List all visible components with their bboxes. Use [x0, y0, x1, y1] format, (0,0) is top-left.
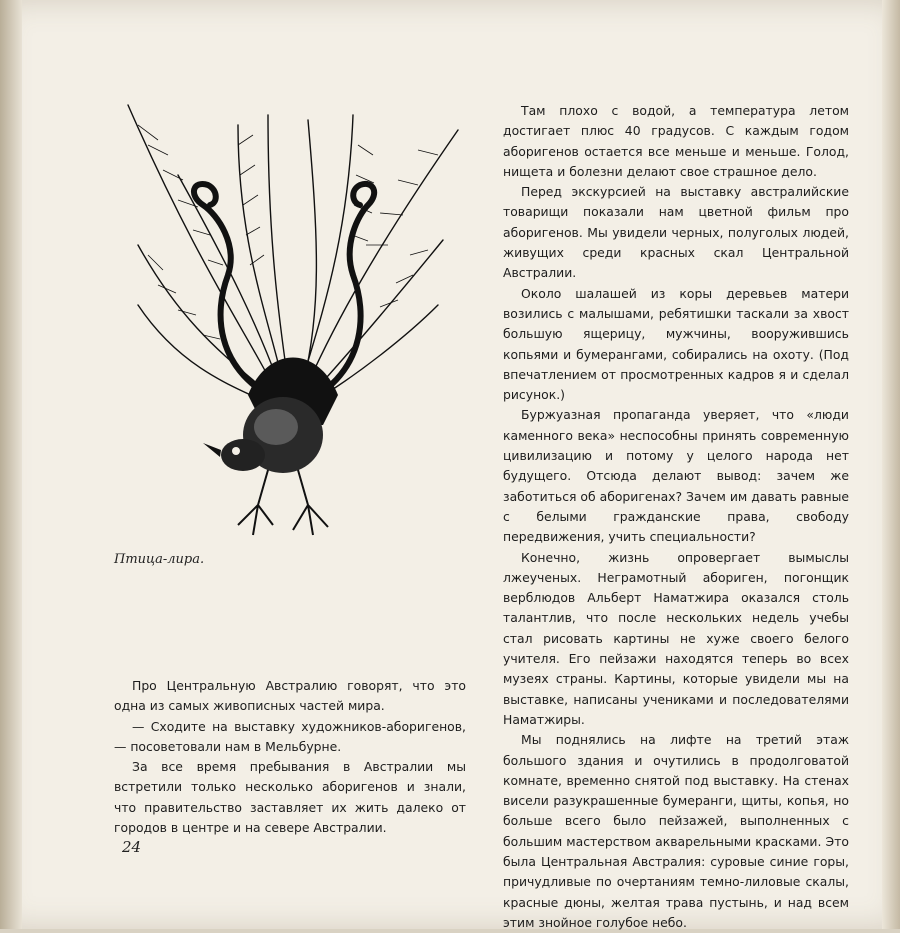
paragraph: — Сходите на выставку художников-аборигенов, — посоветовали нам в Мельбурне. — [114, 718, 466, 754]
right-column — [503, 101, 849, 933]
paragraph: Про Центральную Австралию говорят, что это одна из самых живописных частей мира. — [114, 678, 466, 714]
left-column — [114, 676, 466, 838]
page-edge — [882, 0, 900, 929]
paragraph: За все время пребывания в Австралии мы встретили только несколько аборигенов и знали, что правительство заставляет их жить далеко от городов в центре и на севере Австралии. — [114, 759, 466, 836]
paragraph: Около шалашей из коры деревьев матери возились с малышами, ребятишки таскали за хвост большую ящерицу, мужчины, вооружившись копьями и бумерангами, собирались на охоту. (Под впечатлением от просмотренных кадров я и сделал рисунок.) — [503, 285, 849, 403]
paragraph: Мы поднялись на лифте на третий этаж большого здания и очутились в продолговатой комнате, временно снятой под выставку. На стенах висели разукрашенные бумеранги, щиты, копья, но больше всего было пейзажей, выполненных с большим мастерством акварельными красками. Это была Центральная Австралия: суровые синие горы, причудливые по очертаниям темно-лиловые скалы, красные дюны, желтая трава пустынь, и над всем этим знойное голубое небо. — [503, 732, 849, 930]
book-spine — [0, 0, 22, 929]
illustration-caption: Птица-лира. — [114, 552, 205, 567]
page-number: 24 — [122, 838, 142, 856]
paragraph: Конечно, жизнь опровергает вымыслы лжеученых. Неграмотный абориген, погонщик верблюдов Альберт Наматжира оказался столь талантлив, что после нескольких недель учебы стал рисовать картины не хуже своего белого учителя. Его пейзажи находятся теперь во всех музеях страны. Картины, которые увидели мы на выставке, написаны учениками и последователями Наматжиры. — [503, 549, 849, 727]
paragraph: Буржуазная пропаганда уверяет, что «люди каменного века» неспособны принять современную цивилизацию и потому у целого народа нет будущего. Отсюда делают вывод: зачем же заботиться об аборигенах? Зачем им давать равные с белыми гражданские права, свободу передвижения, учить специальности? — [503, 407, 849, 545]
paragraph: Перед экскурсией на выставку австралийские товарищи показали нам цветной фильм про аборигенов. Мы увидели черных, полуголых людей, живущих среди красных скал Центральной Австралии. — [503, 184, 849, 281]
paragraph: Там плохо с водой, а температура летом достигает плюс 40 градусов. С каждым годом аборигенов остается все меньше и меньше. Голод, нищета и болезни делают свое страшное дело. — [503, 103, 849, 179]
lyrebird-illustration — [118, 95, 463, 545]
